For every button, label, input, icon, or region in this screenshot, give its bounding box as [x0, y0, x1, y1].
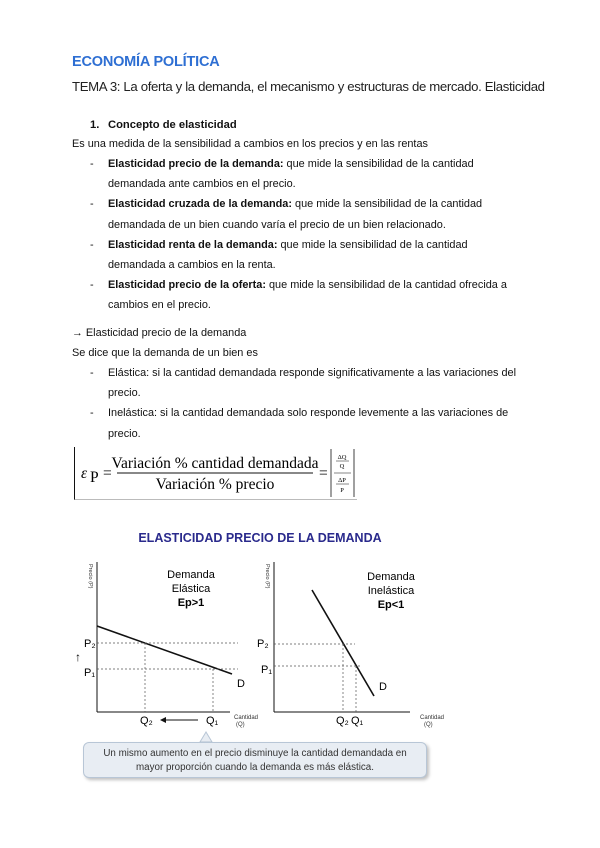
callout-text: Un mismo aumento en el precio disminuye la cantidad demandada en — [103, 748, 407, 759]
right-graph — [257, 562, 444, 728]
q2-label: Q₂ — [336, 715, 349, 727]
list-item-text: precio. — [108, 427, 141, 440]
demand-curve — [97, 626, 232, 674]
elasticity-formula — [74, 447, 357, 500]
list-item-term: Elasticidad renta de la demanda: — [108, 238, 278, 251]
curve-label: Inelástica — [367, 585, 415, 597]
x-axis-label: (Q) — [424, 722, 433, 728]
x-axis-label: (Q) — [236, 722, 245, 728]
list-item-text: que mide la sensibilidad de la cantidad ofrecida a — [265, 279, 507, 292]
formula-equals: = — [103, 465, 112, 482]
formula-numerator: Variación % cantidad demandada — [111, 455, 319, 472]
formula-equals-2: = — [319, 465, 328, 482]
demand-label: D — [379, 681, 387, 693]
formula-q: Q — [339, 463, 345, 470]
formula-graphic — [75, 447, 357, 499]
list-item-text: Elástica: si la cantidad demandada responde significativamente a las variaciones del — [108, 367, 517, 379]
p2-label: P₂ — [257, 638, 269, 650]
demand-types-list — [90, 363, 527, 444]
formula-denominator: Variación % precio — [155, 476, 275, 493]
y-axis-label: Precio (P) — [87, 564, 93, 589]
section-heading — [90, 119, 237, 131]
list-item — [90, 235, 527, 275]
list-item-text: demandada a cambios en la renta. — [108, 259, 276, 272]
curve-label: Demanda — [167, 569, 215, 581]
p1-label: P₁ — [261, 664, 273, 676]
list-item-text: demandada de un bien cuando varía el precio de un bien relacionado. — [108, 218, 446, 231]
formula-delta-q: ΔQ — [337, 454, 347, 461]
demand-label: D — [237, 678, 245, 690]
formula-subscript: P — [90, 469, 99, 486]
list-item — [90, 403, 527, 443]
subsection-intro: Se dice que la demanda de un bien es — [72, 347, 258, 359]
figure-title: ELASTICIDAD PRECIO DE LA DEMANDA — [138, 531, 382, 545]
list-item-term: Elasticidad cruzada de la demanda: — [108, 198, 292, 211]
list-item — [90, 275, 527, 315]
list-item-text: demandada ante cambios en el precio. — [108, 178, 296, 191]
x-axis-label: Cantidad — [234, 715, 259, 721]
list-item-term: Elasticidad precio de la demanda: — [108, 158, 284, 170]
formula-p: P — [340, 487, 344, 494]
section-intro: Es una medida de la sensibilidad a cambios en los precios y en las rentas — [72, 138, 428, 150]
elasticity-figure — [60, 520, 480, 745]
list-item-term: Elasticidad precio de la oferta: — [108, 279, 266, 292]
curve-label: Ep<1 — [377, 599, 405, 611]
q1-label: Q₁ — [351, 715, 364, 727]
q2-label: Q₂ — [140, 715, 153, 727]
list-item-text: precio. — [108, 387, 141, 400]
list-item — [90, 194, 527, 234]
left-graph — [75, 562, 258, 728]
section-heading-text: Concepto de elasticidad — [108, 119, 237, 131]
callout-pointer — [200, 732, 212, 742]
x-axis-label: Cantidad — [420, 715, 445, 721]
callout-text: mayor proporción cuando la demanda es más elástica. — [136, 762, 374, 773]
subsection-heading: → Elasticidad precio de la demanda — [72, 327, 247, 339]
list-item-text: Inelástica: si la cantidad demandada solo responde levemente a las variaciones de — [108, 407, 509, 420]
formula-delta-p: ΔP — [338, 477, 346, 484]
y-axis-label: Precio (P) — [264, 564, 270, 589]
curve-label: Elástica — [171, 583, 211, 595]
curve-label: Demanda — [367, 571, 415, 583]
list-item-text: que mide la sensibilidad de la cantidad — [292, 198, 483, 211]
elasticity-types-list — [90, 154, 527, 316]
list-item — [90, 154, 527, 194]
list-item-text: que mide la sensibilidad de la cantidad — [283, 158, 474, 170]
formula-symbol: ε — [81, 465, 88, 482]
p1-label: P₁ — [84, 667, 96, 679]
list-item-text: cambios en el precio. — [108, 299, 211, 312]
p2-label: P₂ — [84, 638, 96, 650]
q1-label: Q₁ — [206, 715, 219, 727]
list-item — [90, 363, 527, 403]
curve-label: Ep>1 — [177, 597, 205, 609]
quantity-arrow-head — [160, 717, 166, 723]
section-number: 1. — [90, 119, 100, 131]
figure-callout — [83, 742, 427, 778]
list-item-text: que mide la sensibilidad de la cantidad — [277, 238, 468, 251]
up-arrow: ↑ — [75, 650, 81, 664]
document-title: ECONOMÍA POLÍTICA — [72, 54, 220, 70]
document-subtitle: TEMA 3: La oferta y la demanda, el mecanismo y estructuras de mercado. Elasticidad — [72, 79, 545, 94]
